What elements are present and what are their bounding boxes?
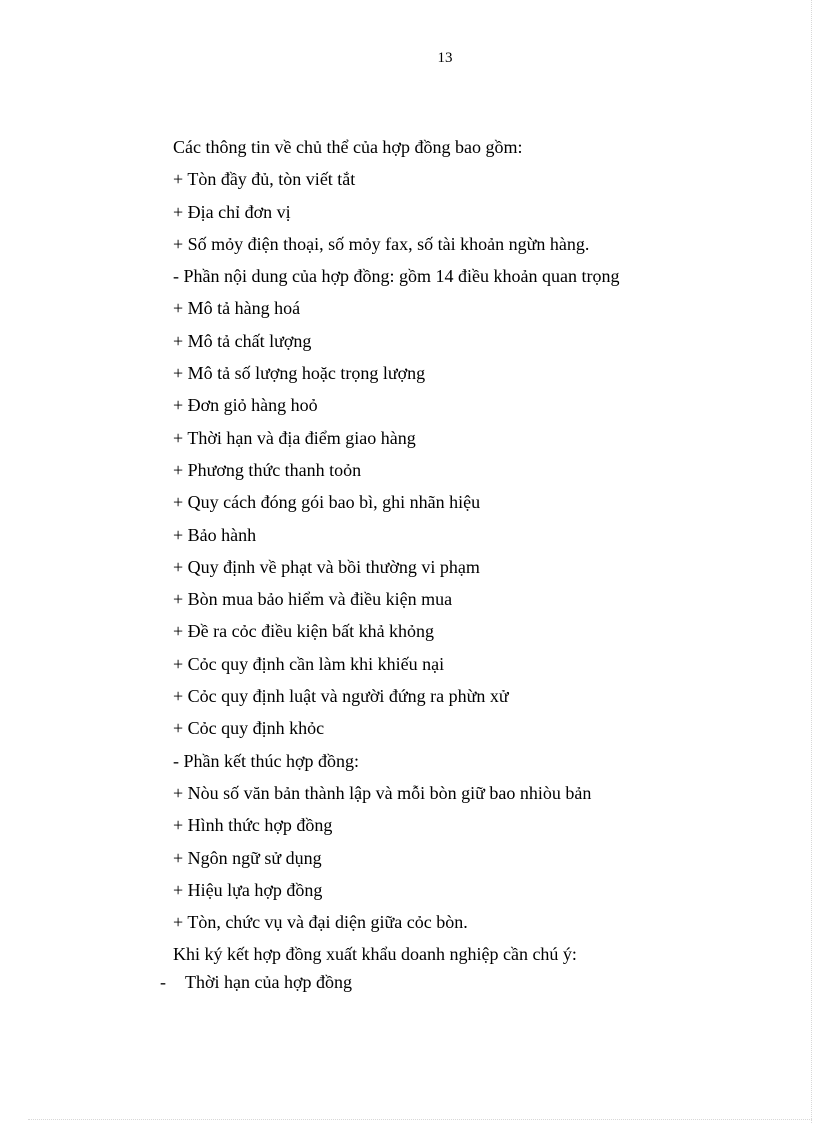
document-body xyxy=(173,131,773,971)
body-line: + Cỏc quy định khỏc xyxy=(173,718,325,739)
body-line: + Địa chỉ đơn vị xyxy=(173,201,291,222)
list-dash-marker: - xyxy=(160,972,166,992)
page-edge-right xyxy=(811,0,812,1123)
body-line: Khi ký kết hợp đồng xuất khẩu doanh nghiệp cần chú ý: xyxy=(173,944,577,965)
body-line: - Phần nội dung của hợp đồng: gồm 14 điều khoản quan trọng xyxy=(173,266,620,287)
body-line: + Số mỏy điện thoại, số mỏy fax, số tài khoản ngừn hàng. xyxy=(173,233,590,254)
body-line: + Nòu số văn bản thành lập và mỗi bòn giữ bao nhiòu bản xyxy=(173,782,592,803)
body-line: + Ngôn ngữ sử dụng xyxy=(173,847,322,868)
body-line: + Mô tả chất lượng xyxy=(173,330,312,351)
body-line: + Bòn mua bảo hiểm và điều kiện mua xyxy=(173,589,453,610)
body-line: + Quy định về phạt và bồi thường vi phạm xyxy=(173,556,480,577)
page-number: 13 xyxy=(437,50,453,66)
body-line: + Tòn đầy đủ, tòn viết tắt xyxy=(173,169,356,190)
body-line: + Cỏc quy định luật và người đứng ra phừn xử xyxy=(173,686,509,707)
body-line: + Phương thức thanh toỏn xyxy=(173,459,362,480)
page-edge-bottom xyxy=(28,1119,812,1120)
body-line: Các thông tin về chủ thể của hợp đồng bao gồm: xyxy=(173,137,523,157)
body-line: + Mô tả số lượng hoặc trọng lượng xyxy=(173,363,426,384)
body-line: - Phần kết thúc hợp đồng: xyxy=(173,750,359,771)
body-line: + Tòn, chức vụ và đại diện giữa cỏc bòn. xyxy=(173,912,468,933)
body-line: + Quy cách đóng gói bao bì, ghi nhãn hiệu xyxy=(173,492,481,513)
body-line: + Đơn giỏ hàng hoỏ xyxy=(173,395,318,416)
body-line: + Thời hạn và địa điểm giao hàng xyxy=(173,427,416,448)
body-line: + Bảo hành xyxy=(173,524,257,545)
body-line: + Hình thức hợp đồng xyxy=(173,815,333,836)
body-line: + Hiệu lựa hợp đồng xyxy=(173,879,323,900)
body-line: + Cỏc quy định cần làm khi khiếu nại xyxy=(173,653,445,674)
list-item xyxy=(160,966,352,998)
body-line: + Đề ra cỏc điều kiện bất khả khỏng xyxy=(173,621,435,642)
list-item-text: Thời hạn của hợp đồng xyxy=(185,972,353,992)
body-line: + Mô tả hàng hoá xyxy=(173,298,301,319)
